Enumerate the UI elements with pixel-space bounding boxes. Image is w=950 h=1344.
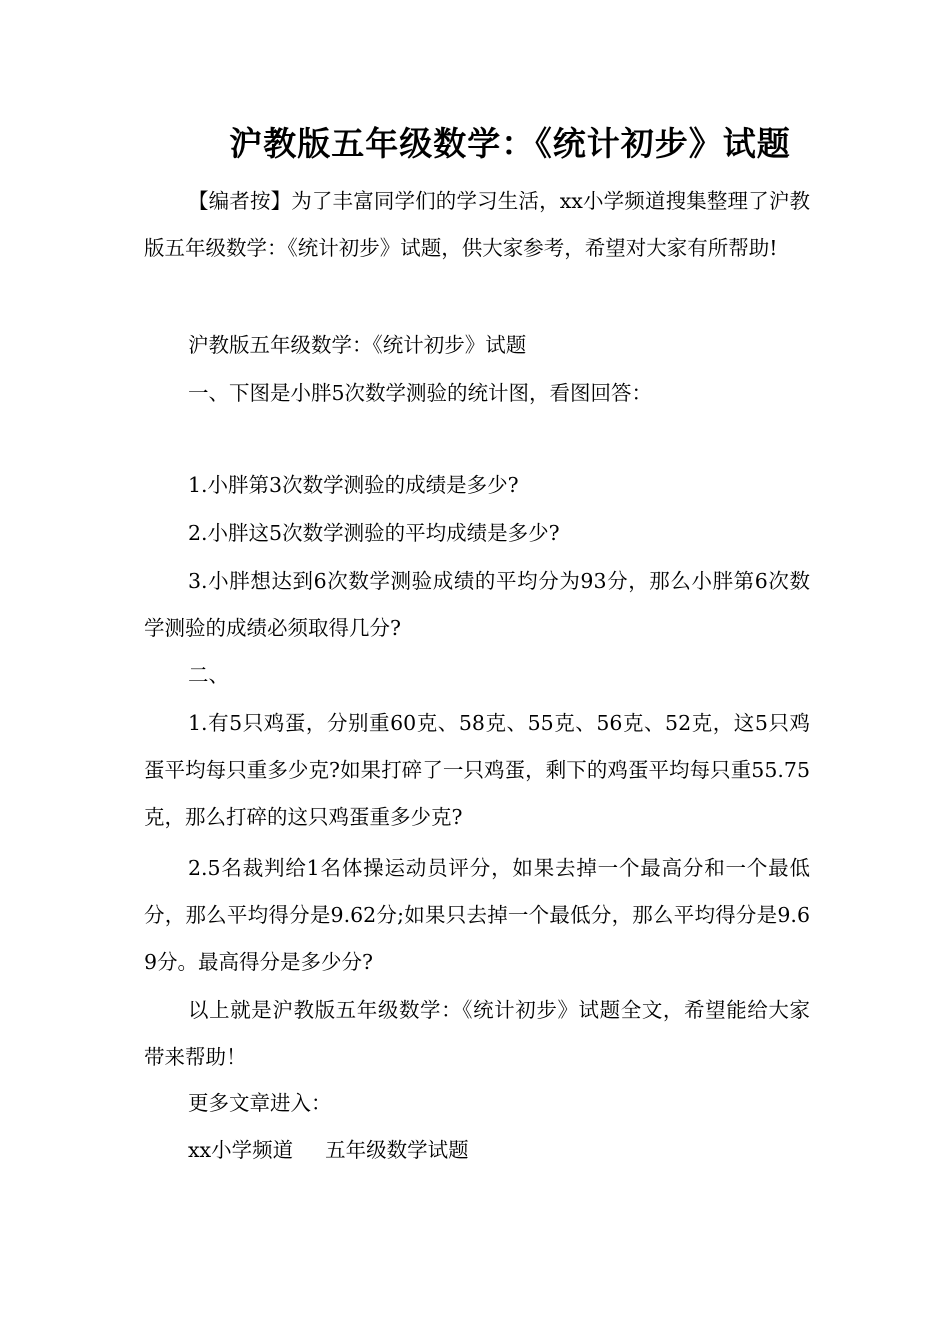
section-2-question-2: 2.5名裁判给1名体操运动员评分，如果去掉一个最高分和一个最低分，那么平均得分是9.62分;如果只去掉一个最低分，那么平均得分是9.69分。最高得分是多少分?: [144, 856, 810, 974]
link-xx-primary-channel[interactable]: xx小学频道: [188, 1138, 294, 1162]
link-grade5-math-tests[interactable]: 五年级数学试题: [325, 1138, 469, 1162]
more-articles-label: 更多文章进入：: [188, 1091, 332, 1115]
section-1-question-1: 1.小胖第3次数学测验的成绩是多少?: [188, 473, 519, 497]
section-1-question-2: 2.小胖这5次数学测验的平均成绩是多少?: [188, 521, 560, 545]
section-2-heading: 二、: [188, 663, 229, 687]
subtitle: 沪教版五年级数学：《统计初步》试题: [188, 333, 527, 357]
section-2-question-1: 1.有5只鸡蛋，分别重60克、58克、55克、56克、52克，这5只鸡蛋平均每只重多少克?如果打碎了一只鸡蛋，剩下的鸡蛋平均每只重55.75克，那么打碎的这只鸡蛋重多少克?: [144, 711, 810, 829]
document-title: 沪教版五年级数学：《统计初步》试题: [229, 124, 791, 163]
related-links: [188, 1127, 469, 1174]
section-1-heading: 一、下图是小胖5次数学测验的统计图，看图回答：: [188, 381, 653, 405]
editor-note: 【编者按】为了丰富同学们的学习生活，xx小学频道搜集整理了沪教版五年级数学：《统计初步》试题，供大家参考，希望对大家有所帮助!: [144, 189, 810, 260]
section-1-question-3: 3.小胖想达到6次数学测验成绩的平均分为93分，那么小胖第6次数学测验的成绩必须取得几分?: [144, 569, 810, 640]
closing-paragraph: 以上就是沪教版五年级数学：《统计初步》试题全文，希望能给大家带来帮助！: [144, 998, 810, 1069]
